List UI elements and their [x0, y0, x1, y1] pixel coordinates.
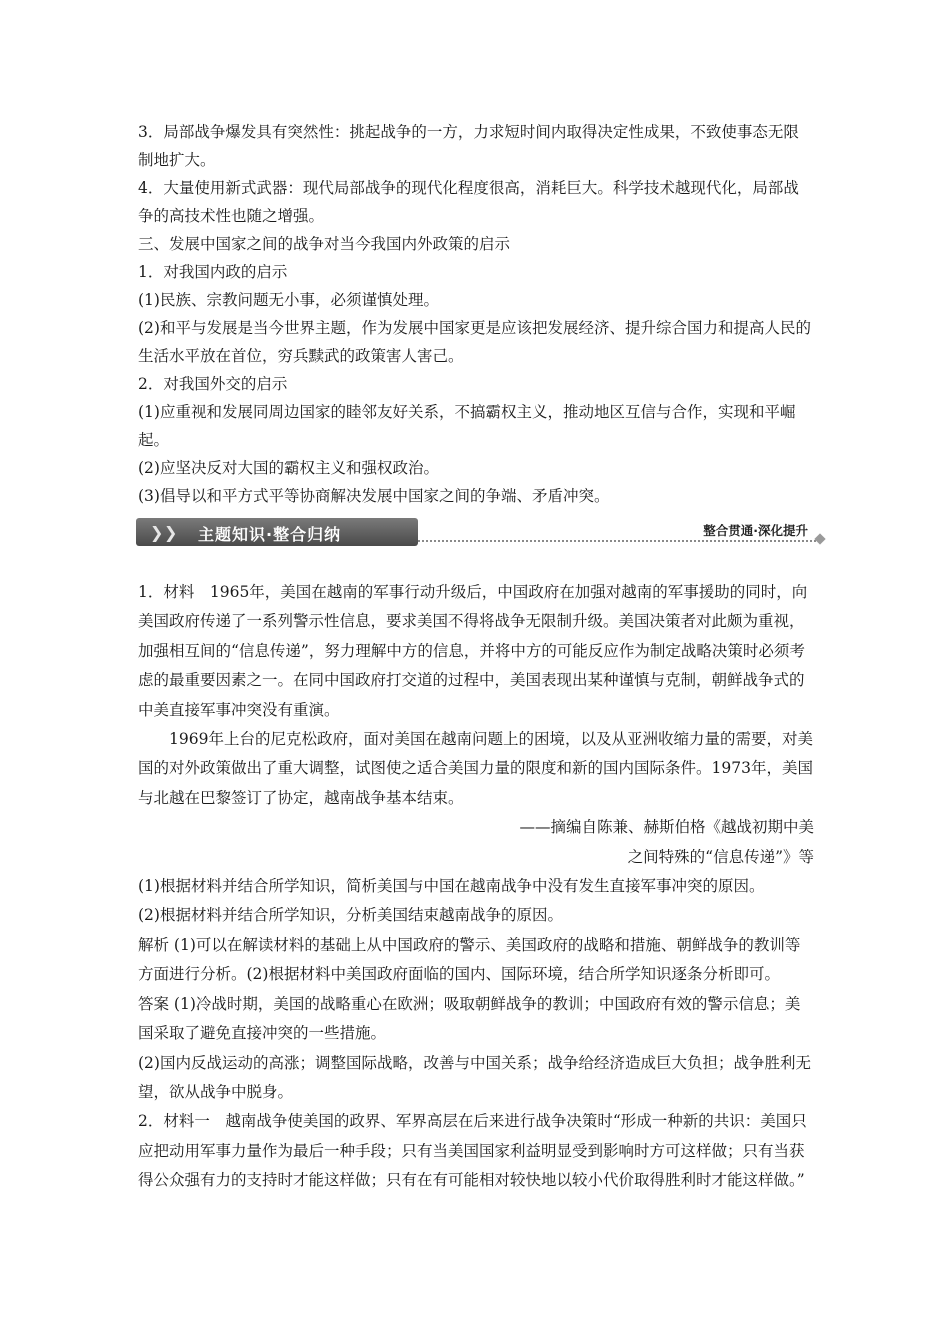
- question-1: [138, 578, 814, 1196]
- paragraph: (2)应坚决反对大国的霸权主义和强权政治。: [138, 459, 439, 477]
- paragraph: (3)倡导以和平方式平等协商解决发展中国家之间的争端、矛盾冲突。: [138, 487, 610, 505]
- source-citation: 之间特殊的“信息传递”》等: [627, 847, 814, 866]
- question-item: (1)根据材料并结合所学知识，简析美国与中国在越南战争中没有发生直接军事冲突的原因。: [138, 877, 765, 896]
- answer-text: 答案 (1)冷战时期，美国的战略重心在欧洲；吸取朝鲜战争的教训；中国政府有效的警示信息；美国采取了避免直接冲突的一些措施。: [138, 994, 801, 1043]
- subheading: 1．对我国内政的启示: [138, 263, 288, 281]
- material-paragraph: 1．材料 1965年，美国在越南的军事行动升级后，中国政府在加强对越南的军事援助的同时，向美国政府传递了一系列警示性信息，要求美国不得将战争无限制升级。美国决策者对此颇为重视，加强相互间的“信息传递”，努力理解中方的信息，并将中方的可能反应作为制定战略决策时必须考虑的最重要因素之一。在同中国政府打交道的过程中，美国表现出某种谨慎与克制，朝鲜战争式的中美直接军事冲突没有重演。: [138, 583, 808, 719]
- material-paragraph: 1969年上台的尼克松政府，面对美国在越南问题上的困境，以及从亚洲收缩力量的需要，对美国的对外政策做出了重大调整，试图使之适合美国力量的限度和新的国内国际条件。1973年，美国与北越在巴黎签订了协定，越南战争基本结束。: [138, 730, 813, 807]
- banner-subtitle: 整合贯通·深化提升: [703, 523, 808, 538]
- analysis-text: 解析 (1)可以在解读材料的基础上从中国政府的警示、美国政府的战略和措施、朝鲜战争的教训等方面进行分析。(2)根据材料中美国政府面临的国内、国际环境，结合所学知识逐条分析即可。: [138, 935, 801, 984]
- section-banner: [136, 518, 826, 548]
- paragraph: (2)和平与发展是当今世界主题，作为发展中国家更是应该把发展经济、提升综合国力和提高人民的生活水平放在首位，穷兵黩武的政策害人害己。: [138, 319, 811, 365]
- paragraph: 3．局部战争爆发具有突然性：挑起战争的一方，力求短时间内取得决定性成果，不致使事态无限制地扩大。: [138, 123, 799, 169]
- material-paragraph: 2．材料一 越南战争使美国的政界、军界高层在后来进行战争决策时“形成一种新的共识：美国只应把动用军事力量作为最后一种手段；只有当美国国家利益明显受到影响时方可这样做；只有当获得公众强有力的支持时才能这样做；只有在有可能相对较快地以较小代价取得胜利时才能这样做。”: [138, 1112, 807, 1190]
- chevron-right-icon: ❯: [150, 523, 164, 542]
- subheading: 2．对我国外交的启示: [138, 375, 288, 393]
- paragraph: (1)应重视和发展同周边国家的睦邻友好关系，不搞霸权主义，推动地区互信与合作，实现和平崛起。: [138, 403, 796, 449]
- section-heading: 三、发展中国家之间的战争对当今我国内外政策的启示: [138, 235, 511, 253]
- diamond-icon: [814, 533, 825, 544]
- source-citation: ——摘编自陈兼、赫斯伯格《越战初期中美: [519, 818, 814, 837]
- banner-title: 主题知识·整合归纳: [198, 525, 342, 544]
- paragraph: 4．大量使用新式武器：现代局部战争的现代化程度很高，消耗巨大。科学技术越现代化，局部战争的高技术性也随之增强。: [138, 179, 799, 225]
- top-section: [138, 118, 814, 510]
- dotted-divider: [418, 540, 816, 542]
- chevron-right-icon: ❯: [164, 523, 178, 542]
- paragraph: (1)民族、宗教问题无小事，必须谨慎处理。: [138, 291, 439, 309]
- question-item: (2)根据材料并结合所学知识，分析美国结束越南战争的原因。: [138, 906, 563, 925]
- answer-text: (2)国内反战运动的高涨；调整国际战略，改善与中国关系；战争给经济造成巨大负担；战争胜利无望，欲从战争中脱身。: [138, 1053, 811, 1101]
